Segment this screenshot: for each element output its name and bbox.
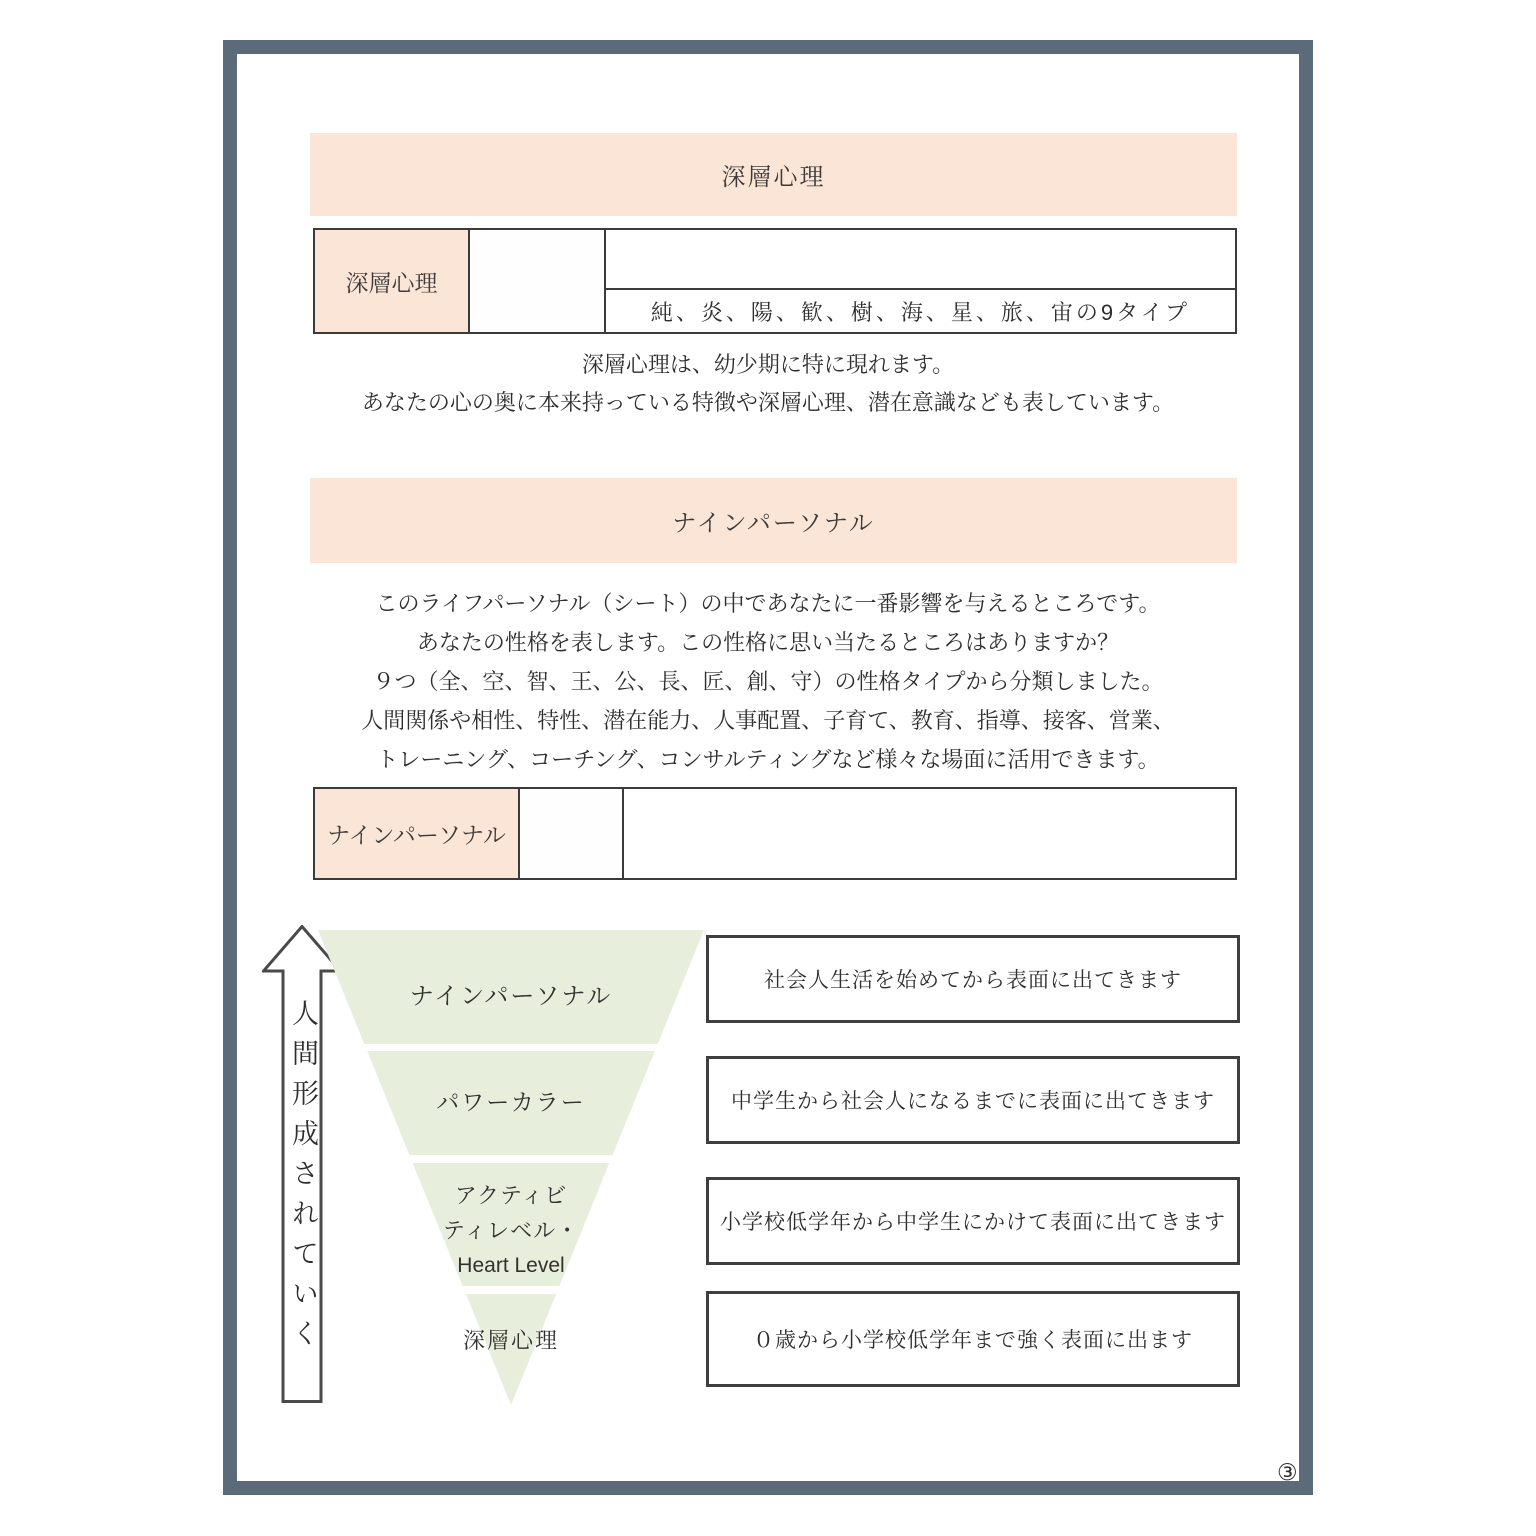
section2-description-line: このライフパーソナル（シート）の中であなたに一番影響を与えるところです。 <box>375 591 1161 616</box>
section1-header-label: 深層心理 <box>721 164 826 191</box>
section1-table <box>313 228 1237 334</box>
timing-box-3-text: 小学校低学年から中学生にかけて表面に出てきます <box>720 1211 1226 1234</box>
pyramid-divider <box>318 1044 704 1051</box>
section2-table-value-cell <box>520 789 624 878</box>
document-page <box>223 40 1313 1495</box>
section1-header <box>310 133 1237 216</box>
section2-table-empty-cell <box>624 789 1235 878</box>
timing-box-1 <box>706 935 1240 1023</box>
section2-description-line: 人間関係や相性、特性、潜在能力、人事配置、子育て、教育、指導、接客、営業、 <box>361 708 1175 733</box>
timing-box-1-text: 社会人生活を始めてから表面に出てきます <box>764 969 1182 992</box>
pyramid-divider <box>318 1286 704 1294</box>
pyramid-divider <box>318 1155 704 1163</box>
timing-box-2 <box>706 1056 1240 1144</box>
section2-header <box>310 478 1237 563</box>
section2-table-row-label: ナインパーソナル <box>315 789 520 878</box>
section1-table-types-row: 純、炎、陽、歓、樹、海、星、旅、宙の9タイプ <box>650 299 1191 325</box>
section1-table-empty-row <box>606 230 1235 290</box>
page-content <box>237 54 1299 1485</box>
section2-description-line: ９つ（全、空、智、王、公、長、匠、創、守）の性格タイプから分類しました。 <box>372 669 1164 694</box>
pyramid-level-3-line-en: Heart Level <box>457 1254 565 1277</box>
timing-box-4 <box>706 1291 1240 1387</box>
pyramid-level-3-line: アクティビ <box>454 1183 568 1208</box>
pyramid-level-4-label: 深層心理 <box>462 1328 559 1353</box>
timing-box-3 <box>706 1177 1240 1265</box>
timing-box-2-text: 中学生から社会人になるまでに表面に出てきます <box>731 1090 1215 1113</box>
page-number: ③ <box>1277 1459 1298 1485</box>
section1-description <box>237 346 1299 422</box>
section1-table-value-cell <box>470 230 606 332</box>
section2-description <box>237 584 1299 779</box>
section1-description-line: あなたの心の奥に本来持っている特徴や深層心理、潜在意識なども表しています。 <box>361 390 1175 415</box>
section2-table <box>313 787 1237 880</box>
section1-table-right-column <box>606 230 1235 332</box>
timing-box-4-text: ０歳から小学校低学年まで強く表面に出ます <box>753 1329 1193 1352</box>
pyramid-level-2-label: パワーカラー <box>436 1089 586 1115</box>
pyramid-level-3-label <box>318 1178 704 1283</box>
pyramid-level-1-label: ナインパーソナル <box>409 983 613 1010</box>
section2-description-line: トレーニング、コーチング、コンサルティングなど様々な場面に活用できます。 <box>376 747 1160 772</box>
section2-description-line: あなたの性格を表します。この性格に思い当たるところはありますか？ <box>416 630 1120 655</box>
section2-header-label: ナインパーソナル <box>672 510 875 537</box>
section1-table-row-label: 深層心理 <box>315 230 470 332</box>
arrow-vertical-label: 人間形成されていく <box>288 999 318 1359</box>
section1-description-line: 深層心理は、幼少期に特に現れます。 <box>581 352 955 377</box>
pyramid-level-3-line: ティレベル・ <box>442 1218 580 1243</box>
